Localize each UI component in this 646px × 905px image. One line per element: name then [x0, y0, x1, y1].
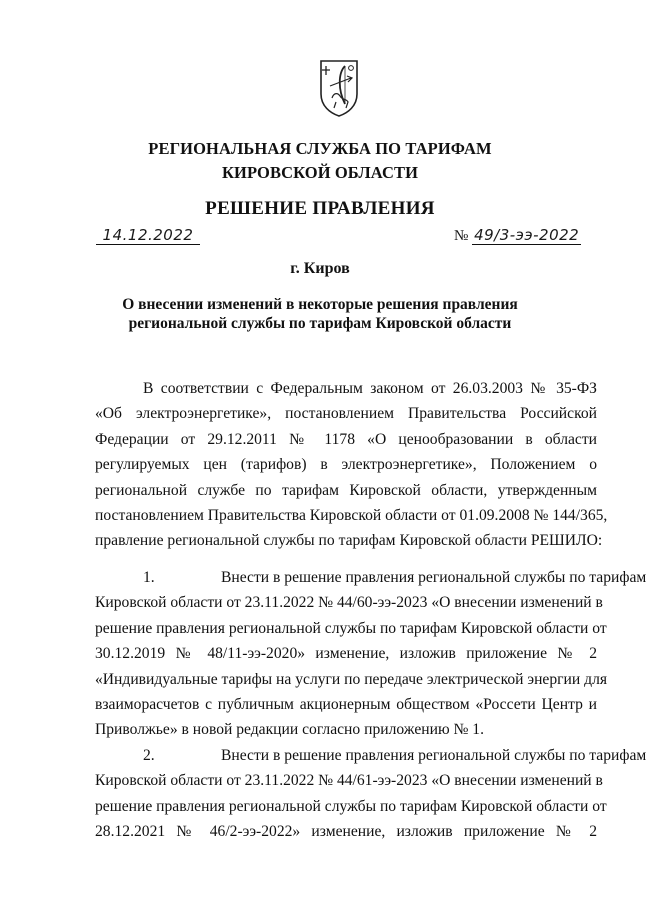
text-line: регулируемых цен (тарифов) в электроэнергетике», Положением о [95, 456, 597, 474]
text-line: «Индивидуальные тарифы на услуги по передаче электрической энергии для [95, 670, 608, 688]
document-number [454, 226, 581, 245]
text-line: «Об электроэнергетике», постановлением Правительства Российской [95, 405, 597, 423]
text-line: Кировской области от 23.11.2022 № 44/61-ээ-2023 «О внесении изменений в [95, 772, 603, 790]
text-line: Приволжье» в новой редакции согласно приложению № 1. [95, 721, 484, 739]
decision-item-2 [95, 743, 646, 845]
number-value: 49/3-ээ-2022 [474, 226, 580, 244]
organization-name-line1: РЕГИОНАЛЬНАЯ СЛУЖБА ПО ТАРИФАМ [148, 139, 492, 158]
text-line [95, 743, 646, 768]
text-line: взаиморасчетов с публичным акционерным обществом «Россети Центр и [95, 695, 597, 713]
decision-item-1 [95, 565, 646, 743]
item-number: 1. [143, 569, 155, 586]
number-prefix: № [454, 228, 469, 244]
document-subject-line1: О внесении изменений в некоторые решения правления [122, 296, 518, 313]
document-date: 14.12.2022 [96, 226, 200, 245]
text-line [95, 565, 646, 590]
preamble-paragraph [95, 376, 608, 554]
text-line: Федерации от 29.12.2011 № 1178 «О ценообразовании в области [95, 430, 597, 448]
item-text: Внести в решение правления региональной службы по тарифам [221, 747, 646, 764]
organization-name-line2: КИРОВСКОЙ ОБЛАСТИ [221, 163, 419, 182]
item-number: 2. [143, 747, 155, 764]
text-line: 28.12.2021 № 46/2-ээ-2022» изменение, изложив приложение № 2 [95, 823, 597, 841]
document-city: г. Киров [290, 260, 350, 277]
document-subject-line2: региональной службы по тарифам Кировской области [128, 315, 512, 332]
text-line: В соответствии с Федеральным законом от 26.03.2003 № 35-ФЗ [143, 380, 597, 397]
text-line: региональной службе по тарифам Кировской области, утвержденным [95, 481, 597, 499]
kirov-coat-of-arms-icon [318, 58, 360, 118]
document-title: РЕШЕНИЕ ПРАВЛЕНИЯ [205, 198, 435, 219]
item-text: Внести в решение правления региональной службы по тарифам [221, 569, 646, 586]
text-line: Кировской области от 23.11.2022 № 44/60-ээ-2023 «О внесении изменений в [95, 594, 603, 612]
text-line: правление региональной службы по тарифам Кировской области РЕШИЛО: [95, 532, 603, 550]
text-line: решение правления региональной службы по тарифам Кировской области от [95, 619, 607, 637]
text-line: постановлением Правительства Кировской области от 01.09.2008 № 144/365, [95, 506, 608, 524]
text-line: 30.12.2019 № 48/11-ээ-2020» изменение, изложив приложение № 2 [95, 645, 597, 663]
text-line: решение правления региональной службы по тарифам Кировской области от [95, 797, 607, 815]
